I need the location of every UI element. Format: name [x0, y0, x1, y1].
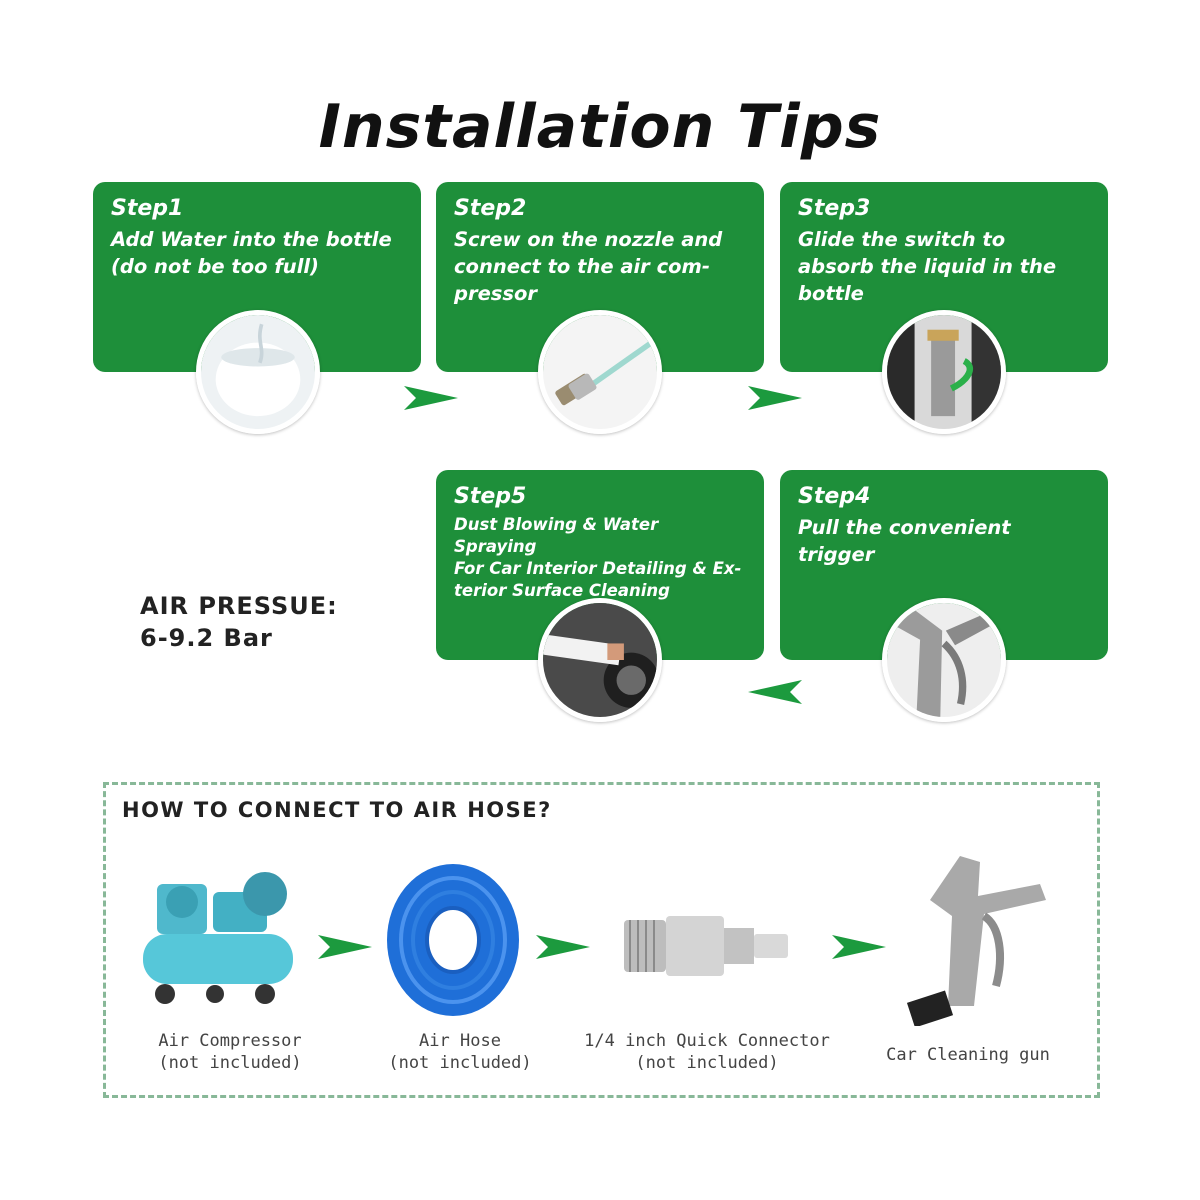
- step-4-line-2: trigger: [798, 543, 875, 566]
- arrow-right-icon: [318, 935, 372, 959]
- step-3-switch-photo: [882, 310, 1006, 434]
- step-5-line-1: Dust Blowing & Water Spraying: [454, 515, 659, 556]
- arrow-right-icon: [748, 386, 802, 410]
- step-5-cleaning-photo: [538, 598, 662, 722]
- air-compressor-caption: [130, 1030, 330, 1074]
- step-1-line-1: Add Water into the bottle: [111, 228, 392, 251]
- air-pressure-value: 6-9.2 Bar: [140, 624, 273, 652]
- step-1-line-2: (do not be too full): [111, 255, 319, 278]
- step-3-label: Step3: [798, 196, 871, 221]
- step-3-line-1: Glide the switch to: [798, 228, 1006, 251]
- arrow-right-icon: [404, 386, 458, 410]
- air-pressure: [140, 590, 338, 654]
- cleaning-gun-caption: [868, 1044, 1068, 1066]
- step-4-line-1: Pull the convenient: [798, 516, 1011, 539]
- step-4-trigger-photo: [882, 598, 1006, 722]
- step-2-line-3: pressor: [454, 282, 538, 305]
- air-hose-note: (not included): [388, 1053, 532, 1073]
- air-compressor-name: Air Compressor: [158, 1031, 302, 1051]
- air-hose-caption: [360, 1030, 560, 1074]
- step-5-line-2: For Car Interior Detailing & Ex-: [454, 559, 742, 578]
- step-2-label: Step2: [454, 196, 527, 221]
- page-title: Installation Tips: [318, 92, 882, 162]
- air-compressor-note: (not included): [158, 1053, 302, 1073]
- cleaning-gun-name: Car Cleaning gun: [886, 1045, 1050, 1065]
- quick-connector-name: 1/4 inch Quick Connector: [584, 1031, 830, 1051]
- quick-connector-image: [622, 912, 792, 982]
- quick-connector-note: (not included): [635, 1053, 779, 1073]
- step-3-line-3: bottle: [798, 282, 864, 305]
- step-4-label: Step4: [798, 484, 871, 509]
- air-hose-name: Air Hose: [419, 1031, 501, 1051]
- arrow-right-icon: [832, 935, 886, 959]
- arrow-left-icon: [748, 680, 802, 704]
- air-pressure-label: AIR PRESSUE:: [140, 592, 338, 620]
- quick-connector-caption: [582, 1030, 832, 1074]
- step-5-line-3: terior Surface Cleaning: [454, 581, 670, 600]
- step-1-bottle-photo: [196, 310, 320, 434]
- cleaning-gun-image: [900, 856, 1050, 1026]
- step-2-line-1: Screw on the nozzle and: [454, 228, 723, 251]
- step-2-line-2: connect to the air com-: [454, 255, 710, 278]
- connection-heading: HOW TO CONNECT TO AIR HOSE?: [122, 798, 552, 822]
- step-3-line-2: absorb the liquid in the: [798, 255, 1057, 278]
- air-hose-image: [378, 860, 528, 1020]
- step-5-label: Step5: [454, 484, 527, 509]
- step-1-label: Step1: [111, 196, 184, 221]
- step-2-nozzle-photo: [538, 310, 662, 434]
- arrow-right-icon: [536, 935, 590, 959]
- air-compressor-image: [135, 862, 305, 1012]
